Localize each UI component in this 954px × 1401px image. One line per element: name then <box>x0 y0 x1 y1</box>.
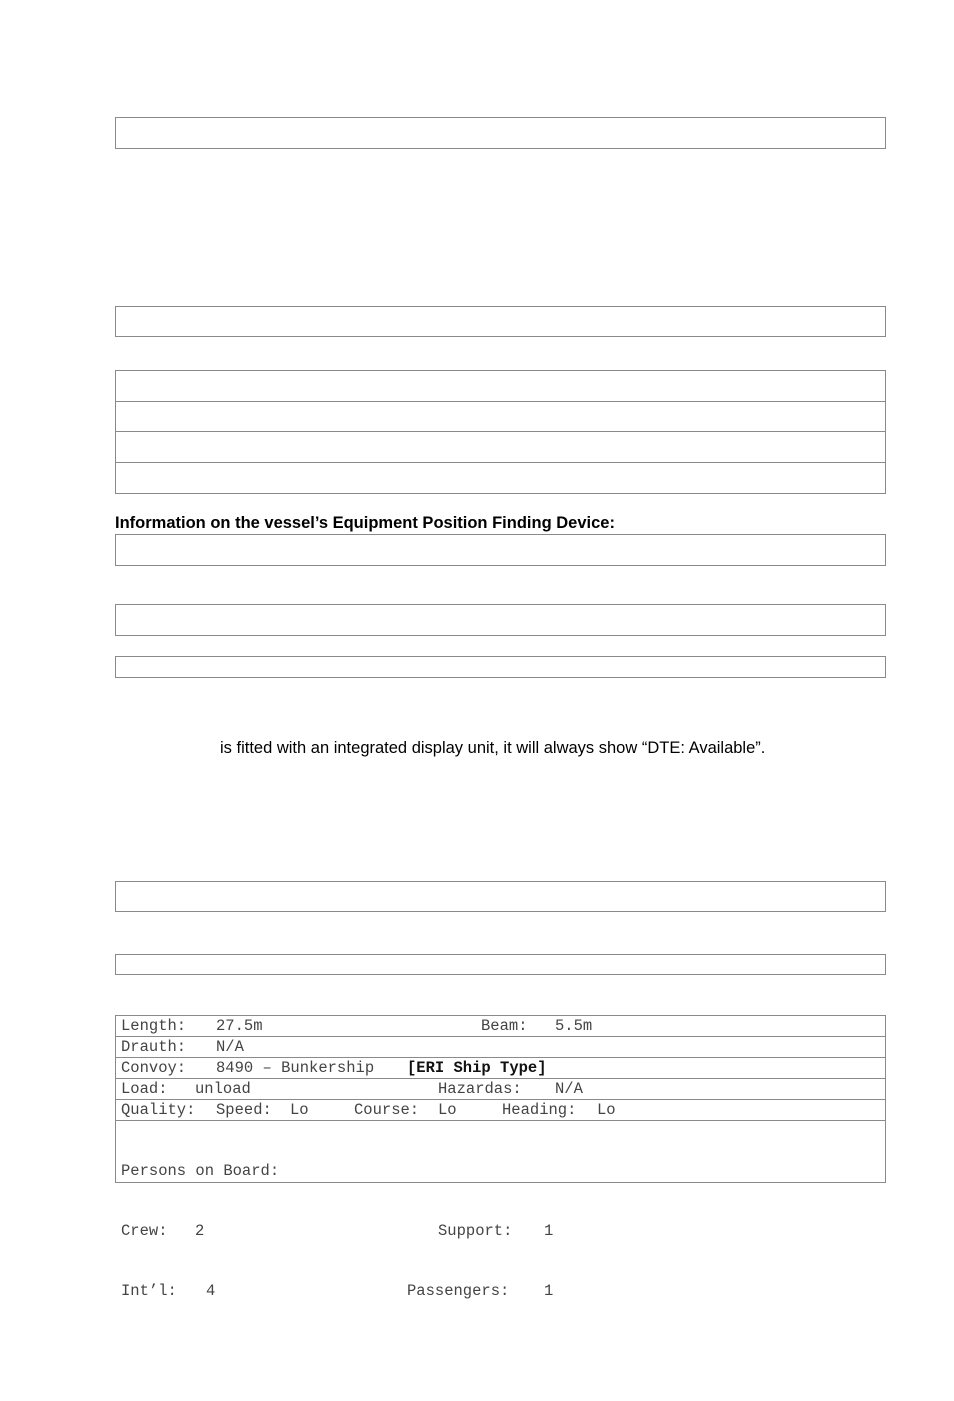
table-row <box>116 402 885 432</box>
support-value: 1 <box>544 1222 554 1240</box>
intl-passengers-line <box>121 1281 885 1301</box>
crew-support-line <box>121 1221 885 1241</box>
course-value: Lo <box>438 1101 457 1119</box>
table-row <box>116 432 885 463</box>
empty-table-4-rows <box>115 370 886 494</box>
beam-label: Beam: <box>481 1017 528 1035</box>
table-row <box>116 371 885 402</box>
persons-header-line <box>121 1161 885 1181</box>
speed-value: Lo <box>290 1101 309 1119</box>
quality-row <box>116 1100 885 1121</box>
crew-label: Crew: <box>121 1222 168 1240</box>
heading-label: Heading: <box>502 1101 577 1119</box>
load-label: Load: <box>121 1080 168 1098</box>
speed-label: Speed: <box>216 1101 272 1119</box>
hazards-value: N/A <box>555 1080 583 1098</box>
vessel-info-display <box>115 1015 886 1300</box>
intl-label: Int’l: <box>121 1282 177 1300</box>
beam-value: 5.5m <box>555 1017 593 1035</box>
convoy-label: Convoy: <box>121 1059 187 1077</box>
empty-box-5 <box>115 656 886 678</box>
load-value: unload <box>195 1080 251 1098</box>
empty-box-7 <box>115 954 886 975</box>
persons-row <box>116 1121 885 1300</box>
intl-value: 4 <box>206 1282 216 1300</box>
empty-box-4 <box>115 604 886 636</box>
draught-label: Drauth: <box>121 1038 187 1056</box>
course-label: Course: <box>354 1101 420 1119</box>
empty-box-6 <box>115 881 886 912</box>
passengers-value: 1 <box>544 1282 554 1300</box>
convoy-row <box>116 1058 885 1079</box>
passengers-label: Passengers: <box>407 1282 510 1300</box>
load-hazards-row <box>116 1079 885 1100</box>
draught-row <box>116 1037 885 1058</box>
body-paragraph: is fitted with an integrated display unit, it will always show “DTE: Available”. <box>220 739 766 757</box>
crew-value: 2 <box>195 1222 205 1240</box>
empty-box-1 <box>115 117 886 149</box>
heading-value: Lo <box>597 1101 616 1119</box>
length-label: Length: <box>121 1017 187 1035</box>
quality-label: Quality: <box>121 1101 196 1119</box>
support-label: Support: <box>438 1222 513 1240</box>
convoy-value: 8490 – Bunkership <box>216 1059 375 1077</box>
length-beam-row <box>116 1016 885 1037</box>
length-value: 27.5m <box>216 1017 263 1035</box>
hazards-label: Hazardas: <box>438 1080 522 1098</box>
empty-box-3 <box>115 534 886 566</box>
convoy-type: [ERI Ship Type] <box>407 1059 547 1077</box>
section-heading: Information on the vessel’s Equipment Position Finding Device: <box>115 514 615 532</box>
empty-box-2 <box>115 306 886 337</box>
persons-label: Persons on Board: <box>121 1162 280 1180</box>
table-row <box>116 463 885 493</box>
draught-value: N/A <box>216 1038 244 1056</box>
